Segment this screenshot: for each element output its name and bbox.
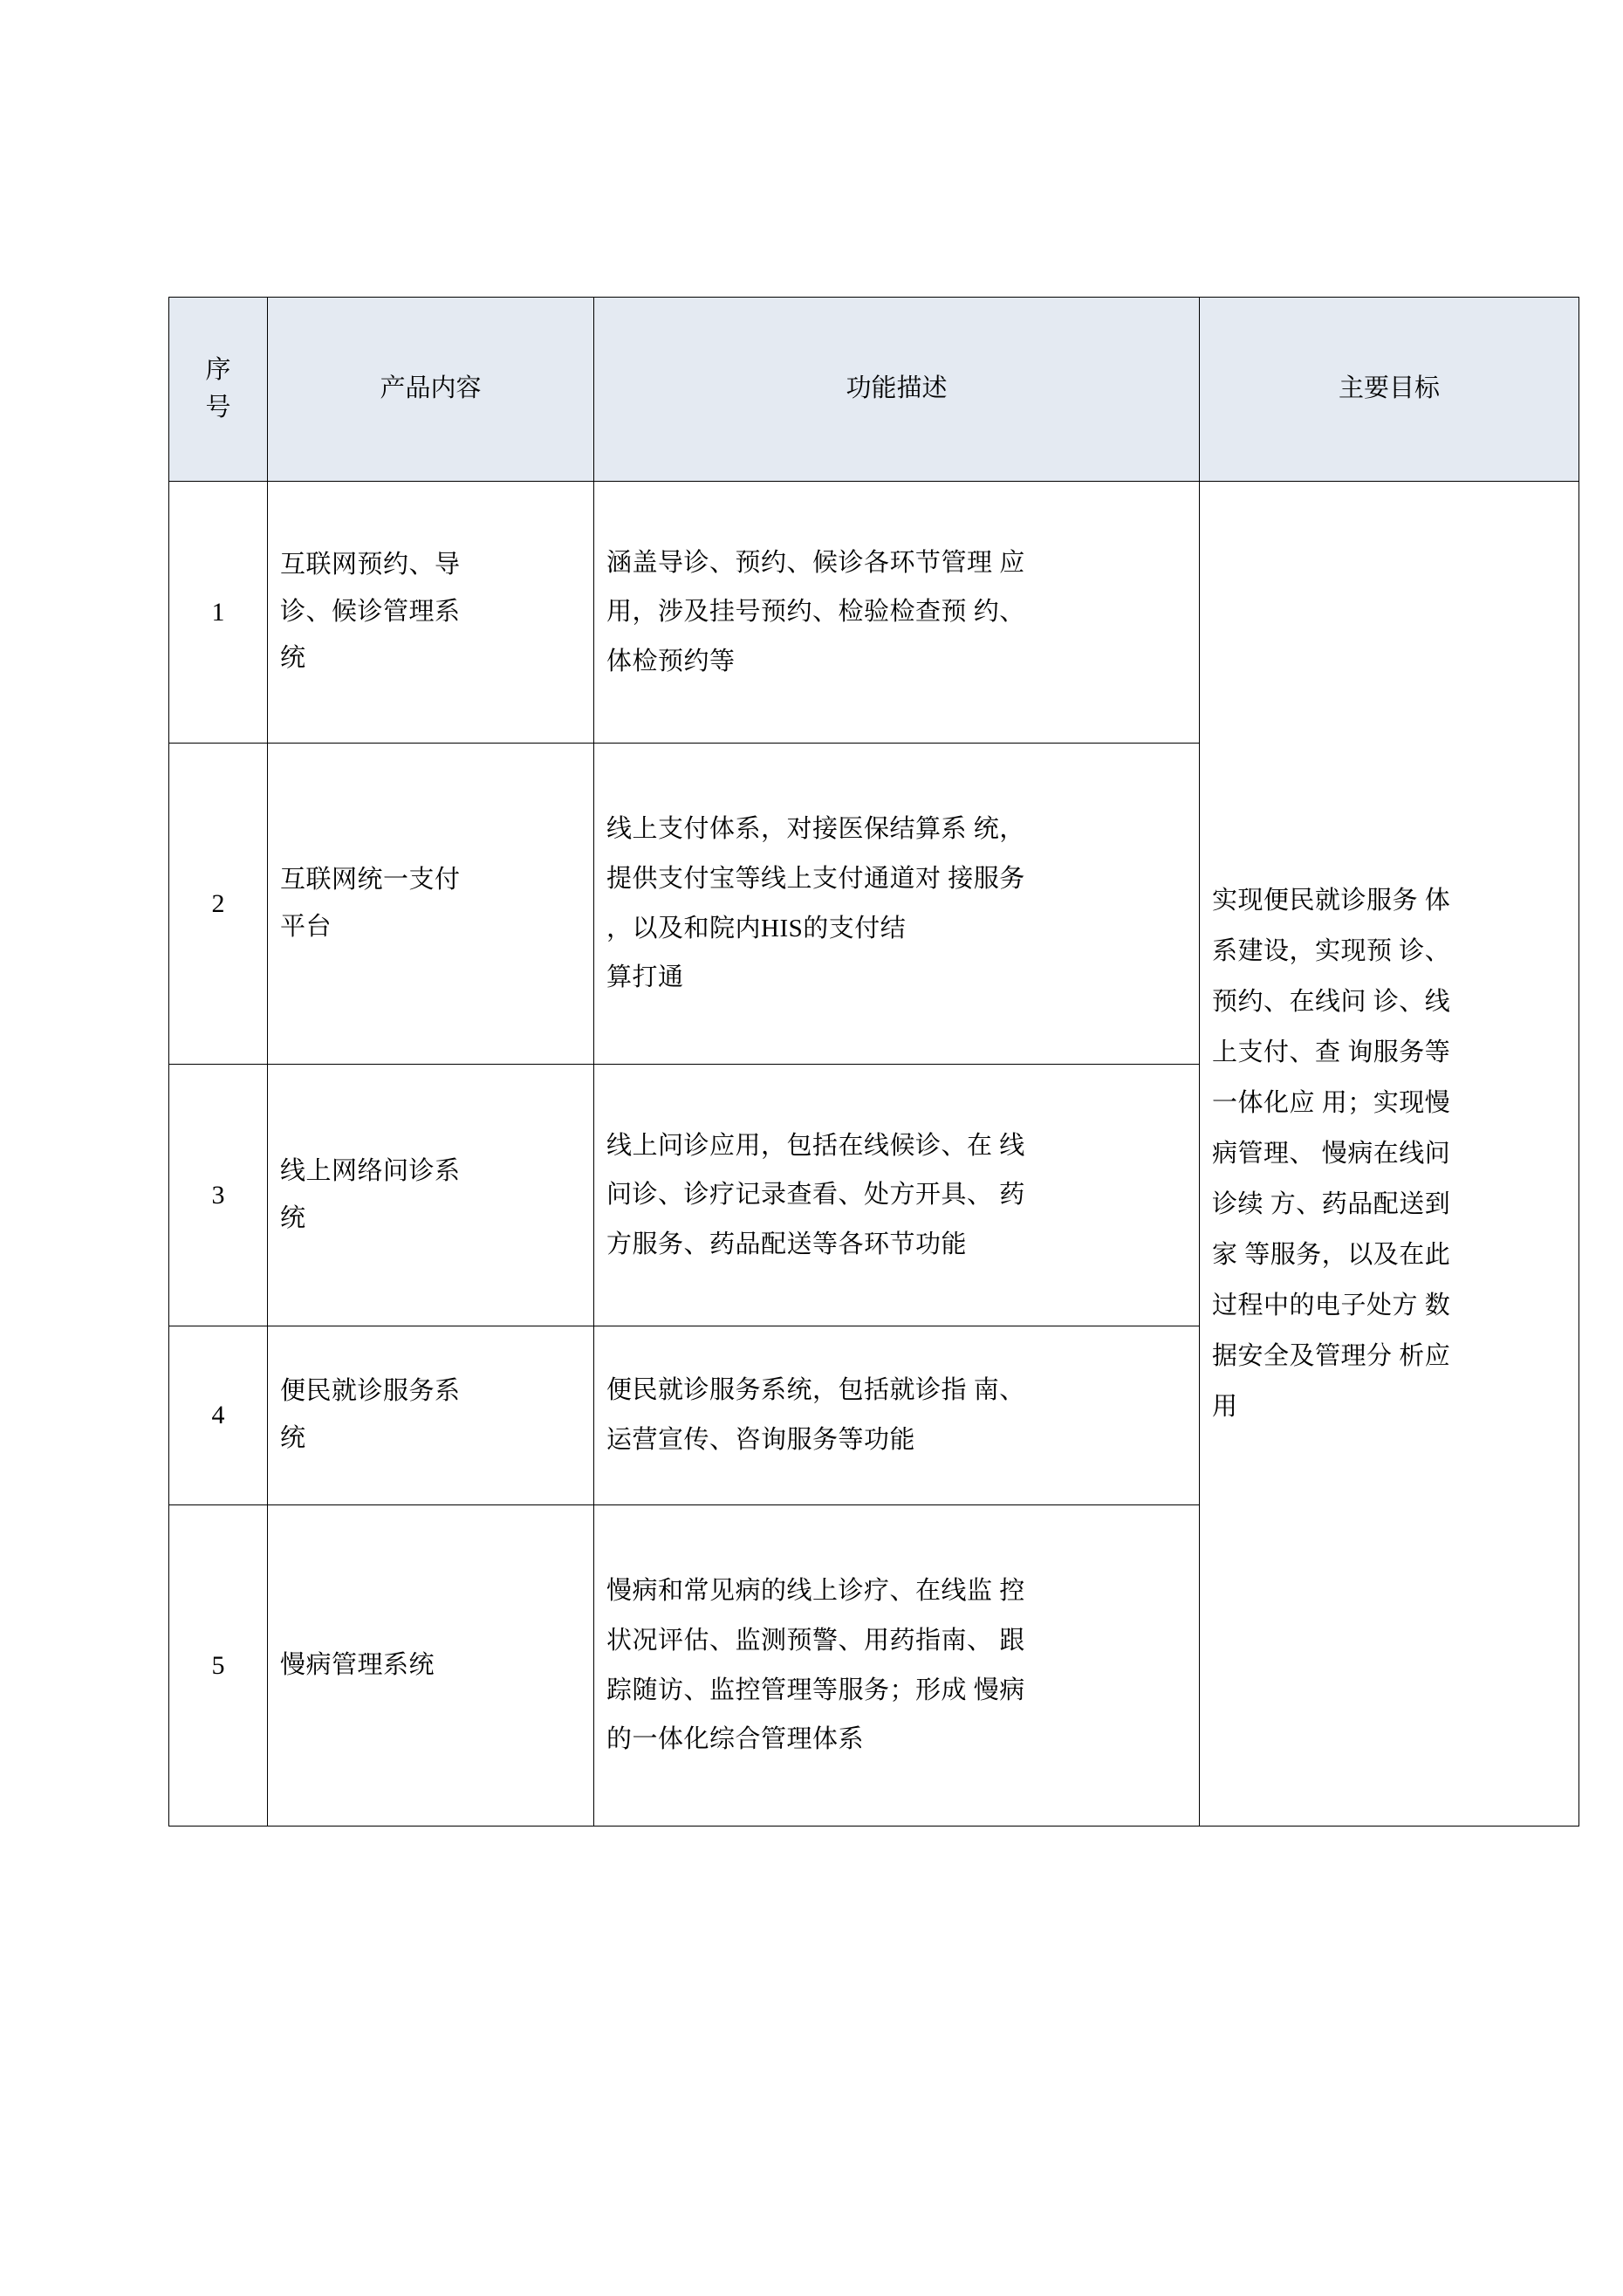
text-line: 家 等服务，以及在此 xyxy=(1212,1241,1451,1269)
table-header xyxy=(169,298,1579,482)
table-body xyxy=(169,482,1579,1827)
cell-sequence: 5 xyxy=(169,1505,268,1827)
cell-function xyxy=(594,1505,1200,1827)
cell-product xyxy=(268,1065,594,1326)
text-line: 便民就诊服务系 xyxy=(280,1377,461,1406)
cell-product xyxy=(268,1326,594,1505)
text-line: 统 xyxy=(280,1424,306,1452)
text-line: 诊、候诊管理系 xyxy=(280,597,461,626)
text-line: 系建设，实现预 诊、 xyxy=(1212,937,1451,965)
text-line: 上支付、查 询服务等 xyxy=(1212,1038,1451,1066)
text-line: 互联网统一支付 xyxy=(280,865,461,894)
cell-function xyxy=(594,1065,1200,1326)
cell-function xyxy=(594,482,1200,744)
text-line: 预约、在线问 诊、线 xyxy=(1212,988,1451,1016)
table-header-row xyxy=(169,298,1579,482)
cell-function xyxy=(594,744,1200,1065)
cell-sequence: 3 xyxy=(169,1065,268,1326)
text-line: 问诊、诊疗记录查看、处方开具、 药 xyxy=(606,1181,1025,1210)
column-header-product: 产品内容 xyxy=(268,298,594,482)
text-line: 平台 xyxy=(280,912,332,941)
text-line: ，以及和院内HIS的支付结 xyxy=(606,914,907,942)
text-line: 线上网络问诊系 xyxy=(280,1156,461,1185)
text-line: 病管理、 慢病在线问 xyxy=(1212,1140,1451,1168)
cell-sequence: 4 xyxy=(169,1326,268,1505)
text-line: 的一体化综合管理体系 xyxy=(606,1725,865,1754)
text-line: 一体化应 用；实现慢 xyxy=(1212,1089,1451,1117)
text-line: 算打通 xyxy=(606,963,684,992)
column-header-function: 功能描述 xyxy=(594,298,1200,482)
cell-sequence: 1 xyxy=(169,482,268,744)
text-line: 慢病和常见病的线上诊疗、在线监 控 xyxy=(606,1577,1025,1606)
column-header-sequence-line2: 号 xyxy=(205,394,231,422)
text-line: 用，涉及挂号预约、检验检查预 约、 xyxy=(606,598,1025,627)
cell-product xyxy=(268,482,594,744)
cell-function xyxy=(594,1326,1200,1505)
text-line: 方服务、药品配送等各环节功能 xyxy=(606,1230,968,1258)
text-line: 便民就诊服务系统，包括就诊指 南、 xyxy=(606,1376,1025,1405)
text-line: 体检预约等 xyxy=(606,647,736,675)
text-line: 运营宣传、咨询服务等功能 xyxy=(606,1426,916,1454)
text-line: 互联网预约、导 xyxy=(280,551,461,579)
text-line: 提供支付宝等线上支付通道对 接服务 xyxy=(606,864,1025,893)
cell-product xyxy=(268,1505,594,1827)
table-row xyxy=(169,482,1579,744)
text-line: 实现便民就诊服务 体 xyxy=(1212,887,1451,915)
cell-sequence: 2 xyxy=(169,744,268,1065)
text-line: 据安全及管理分 析应 xyxy=(1212,1342,1451,1370)
text-line: 过程中的电子处方 数 xyxy=(1212,1292,1451,1319)
text-line: 踪随访、监控管理等服务；形成 慢病 xyxy=(606,1676,1025,1704)
text-line: 涵盖导诊、预约、候诊各环节管理 应 xyxy=(606,548,1025,577)
cell-product xyxy=(268,744,594,1065)
text-line: 线上问诊应用，包括在线候诊、在 线 xyxy=(606,1131,1025,1160)
text-line: 线上支付体系，对接医保结算系 统， xyxy=(606,815,1025,844)
text-line: 慢病管理系统 xyxy=(280,1650,435,1679)
column-header-sequence-line1: 序 xyxy=(205,355,231,384)
text-line: 状况评估、监测预警、用药指南、 跟 xyxy=(606,1626,1025,1655)
column-header-goal: 主要目标 xyxy=(1200,298,1579,482)
text-line: 用 xyxy=(1212,1393,1238,1421)
text-line: 统 xyxy=(280,644,306,673)
text-line: 诊续 方、药品配送到 xyxy=(1212,1190,1451,1218)
text-line: 统 xyxy=(280,1203,306,1232)
column-header-sequence xyxy=(169,298,268,482)
cell-goal xyxy=(1200,482,1579,1827)
product-function-table xyxy=(168,297,1579,1827)
